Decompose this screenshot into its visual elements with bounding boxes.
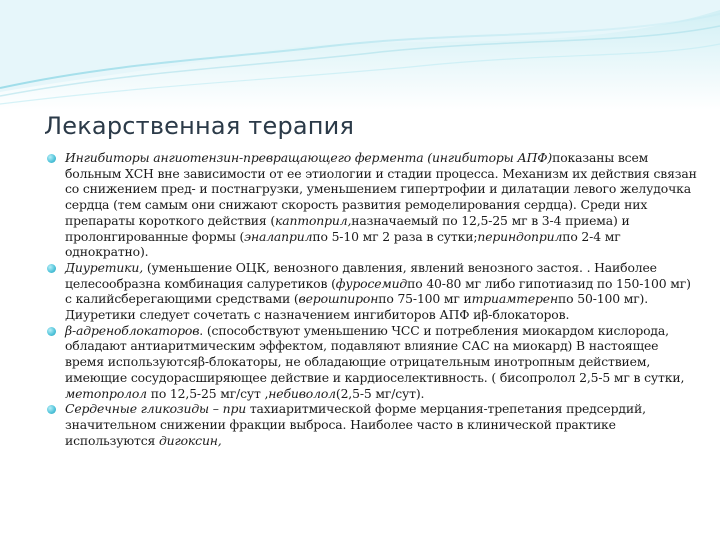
drug-name: триамтерен [471,291,559,307]
drug-name: фуросемид [335,275,408,291]
bullet-icon [47,154,56,163]
item-lead: β-адреноблокаторов [65,322,200,338]
bullet-item [44,260,700,323]
bullet-icon [47,327,56,336]
drug-name: эналаприл [244,228,313,244]
item-lead: Сердечные гликозиды – при [65,401,247,417]
slide-title: Лекарственная терапия [44,112,355,140]
item-text: по 75-100 мг и [378,291,472,307]
bullet-icon [47,264,56,273]
bullet-item [44,401,700,448]
item-text: по 40-80 мг либо гипотиазид по 150-100 мг) с калийсберегающими средствами ( [65,275,691,307]
item-text: по 12,5-25 мг/сут , [146,385,269,401]
decorative-wave-header [0,0,720,110]
drug-name: периндоприл [477,228,563,244]
bullet-item [44,150,700,260]
drug-name: небиволол [268,385,336,401]
drug-name: дигоксин, [158,432,222,448]
bullet-item [44,323,700,402]
item-text: показаны всем больным ХСН вне зависимости от ее этиологии и стадии процесса. Механизм их действия связан со снижением пред- и постнагрузки, уменьшением гипертрофии и дилатации левого желудочка сердца (тем самым они снижают скорость развития ремоделирования сердца). Среди них препараты короткого действия ( [65,150,697,228]
item-lead: Диуретики, [65,259,144,275]
drug-name: верошпирон [298,291,379,307]
item-text: по 2-4 мг однократно). [65,228,621,260]
bullet-icon [47,405,56,414]
item-lead: Ингибиторы ангиотензин-превращающего фермента (ингибиторы АПФ) [65,150,553,165]
bullet-list [44,150,700,448]
drug-name: каптоприл, [275,212,352,228]
item-text: (уменьшение ОЦК, венозного давления, явлений венозного застоя. . Наиболее целесообразна комбинация салуретиков ( [65,259,657,291]
item-text: по 50-100 мг). Диуретики следует сочетать с назначением ингибиторов АПФ иβ-блокаторов. [65,291,649,323]
drug-name: метопролол [65,385,147,401]
item-text: назначаемый по 12,5-25 мг в 3-4 приема) и пролонгированные формы ( [65,212,630,244]
item-text: . (способствуют уменьшению ЧСС и потребления миокардом кислорода, обладают антиаритмическим эффектом, подавляют влияние САС на миокард) В настоящее время используютсяβ-блокаторы, не обладающие отрицательным инотропным действием, имеющие сосудорасширяющее действие и кардиоселективность. ( бисопролол 2,5-5 мг в сутки, [65,322,685,385]
item-text: по 5-10 мг 2 раза в сутки; [312,228,478,244]
item-text: (2,5-5 мг/сут). [335,385,425,401]
item-text: тахиаритмической форме мерцания-трепетания предсердий, значительном снижении фракции выброса. Наиболее часто в клинической практике используются [65,401,646,448]
